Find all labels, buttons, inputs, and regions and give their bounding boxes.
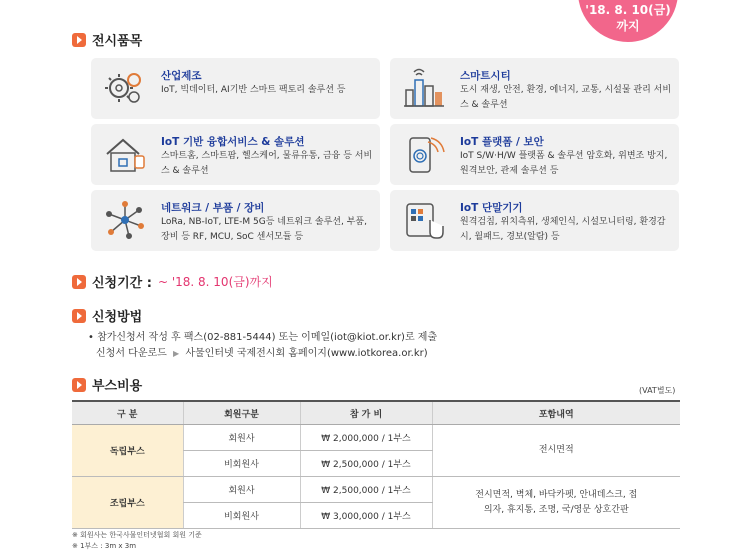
method-title-text: 신청방법	[92, 310, 143, 325]
fee-cell: ₩ 3,000,000 / 1부스	[300, 503, 432, 529]
period-title-text: 신청기간 :	[92, 276, 152, 291]
fee-cell: ₩ 2,500,000 / 1부스	[300, 477, 432, 503]
deadline-badge-suffix: 까지	[616, 19, 640, 33]
exhibit-card	[390, 58, 679, 119]
booth-type-cell: 독립부스	[72, 425, 183, 477]
exhibit-card-desc: IoT S/W·H/W 플랫폼 & 솔루션 암호화, 위변조 방지, 원격보안, 관제 솔루션 등	[460, 151, 668, 176]
exhibit-card-title: 네트워크 / 부품 / 장비	[161, 202, 265, 214]
exhibit-card	[91, 124, 380, 185]
network-icon	[103, 198, 147, 242]
homepage-link[interactable]: 사물인터넷 국제전시회 홈페이지(www.iotkorea.or.kr)	[185, 348, 428, 359]
exhibit-card	[91, 190, 380, 251]
section-marker-icon	[72, 378, 86, 392]
table-header-row	[72, 401, 680, 425]
header-includes: 포함내역	[432, 401, 680, 425]
header-fee: 참 가 비	[300, 401, 432, 425]
arrow-right-icon: ▶	[173, 349, 180, 358]
exhibit-card	[91, 58, 380, 119]
fees-title-text: 부스비용	[92, 379, 143, 394]
deadline-badge	[578, 0, 678, 42]
tablet-touch-icon	[402, 198, 446, 242]
member-cell: 회원사	[183, 477, 300, 503]
exhibit-card-title: 산업제조	[161, 70, 202, 82]
method-download-line	[88, 346, 437, 362]
exhibit-card-desc: 원격검침, 위치측위, 생체인식, 시설모니터링, 환경감시, 월패드, 경보(알람) 등	[460, 217, 666, 242]
method-section-title	[72, 306, 142, 325]
fee-cell: ₩ 2,500,000 / 1부스	[300, 451, 432, 477]
table-row	[72, 477, 680, 503]
note-line: ※ 1부스 : 3m x 3m	[72, 542, 137, 550]
exhibit-card-desc: 스마트홈, 스마트팜, 헬스케어, 물류유통, 금융 등 서비스 & 솔루션	[161, 151, 373, 176]
exhibit-card-title: IoT 단말기기	[460, 202, 523, 214]
fingerprint-phone-icon	[402, 132, 446, 176]
download-label: 신청서 다운로드	[96, 348, 167, 359]
gear-icon	[103, 66, 147, 110]
fee-notes	[72, 530, 202, 552]
exhibit-card-desc: 도시 재생, 안전, 환경, 에너지, 교통, 시설물 관리 서비스 & 솔루션	[460, 85, 672, 110]
note-line: ※ 회원사는 한국사물인터넷협회 회원 기준	[72, 531, 202, 539]
member-cell: 회원사	[183, 425, 300, 451]
section-marker-icon	[72, 33, 86, 47]
header-member: 회원구분	[183, 401, 300, 425]
member-cell: 비회원사	[183, 503, 300, 529]
exhibit-card-title: IoT 기반 융합서비스 & 솔루션	[161, 136, 305, 148]
vat-note: (VAT별도)	[639, 386, 676, 395]
exhibit-card-title: IoT 플랫폼 / 보안	[460, 136, 544, 148]
section-marker-icon	[72, 275, 86, 289]
exhibit-section-title	[72, 30, 142, 49]
method-body	[88, 330, 437, 362]
fee-cell: ₩ 2,000,000 / 1부스	[300, 425, 432, 451]
period-section-title	[72, 272, 273, 291]
section-marker-icon	[72, 309, 86, 323]
exhibit-card-desc: IoT, 빅데이터, AI기반 스마트 팩토리 솔루션 등	[161, 85, 346, 95]
includes-cell: 전시면적, 벽체, 바닥카펫, 안내데스크, 접의자, 휴지통, 조명, 국/영문 상호간판	[432, 477, 680, 529]
exhibit-title-text: 전시품목	[92, 34, 143, 49]
exhibit-card-title: 스마트시티	[460, 70, 511, 82]
method-submit-line: • 참가신청서 작성 후 팩스(02-881-5444) 또는 이메일(iot@kiot.or.kr)로 제출	[88, 332, 438, 343]
header-category: 구 분	[72, 401, 183, 425]
exhibit-card	[390, 190, 679, 251]
deadline-badge-date: '18. 8. 10(금)	[585, 3, 671, 17]
period-value: ~ '18. 8. 10(금)까지	[157, 275, 273, 289]
fee-table	[72, 400, 680, 529]
exhibit-card-desc: LoRa, NB-IoT, LTE-M 5G등 네트워크 솔루션, 부품, 장비 등 RF, MCU, SoC 센서모듈 등	[161, 217, 367, 242]
member-cell: 비회원사	[183, 451, 300, 477]
exhibit-card	[390, 124, 679, 185]
fees-section-title	[72, 375, 142, 394]
includes-cell: 전시면적	[432, 425, 680, 477]
city-icon	[402, 66, 446, 110]
table-row	[72, 425, 680, 451]
home-watch-icon	[103, 132, 147, 176]
booth-type-cell: 조립부스	[72, 477, 183, 529]
